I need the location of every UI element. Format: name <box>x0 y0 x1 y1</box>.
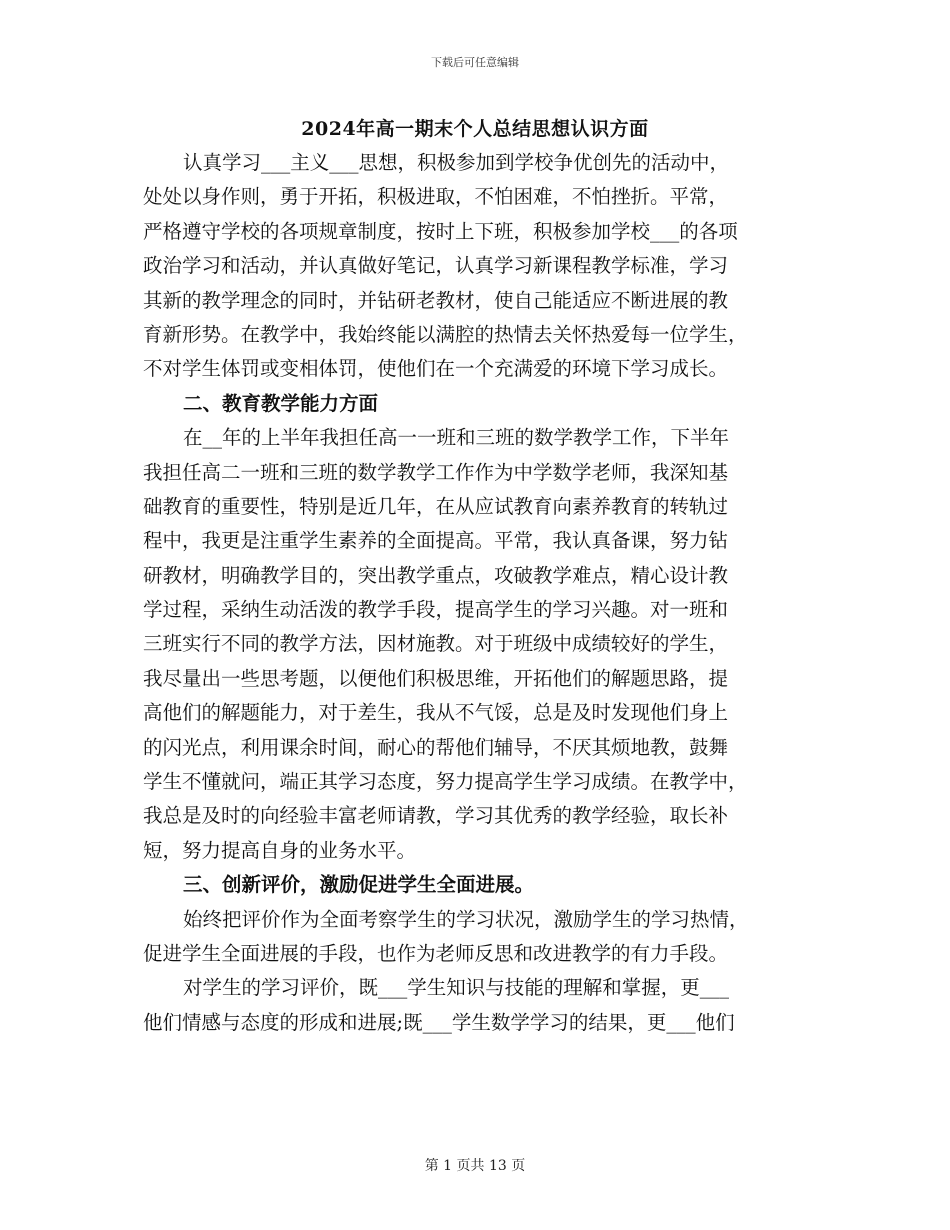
paragraph-line: 促进学生全面进展的手段，也作为老师反思和改进教学的有力手段。 <box>143 941 729 965</box>
paragraph-line: 处处以身作则，勇于开拓，积极进取，不怕困难，不怕挫折。平常， <box>143 185 729 209</box>
header-note: 下载后可任意编辑 <box>431 56 519 69</box>
paragraph-line: 短，努力提高自身的业务水平。 <box>143 838 417 862</box>
paragraph-line: 不对学生体罚或变相体罚，使他们在一个充满爱的环境下学习成长。 <box>143 357 729 381</box>
paragraph-line: 其新的教学理念的同时，并钻研老教材，使自己能适应不断进展的教 <box>143 288 729 312</box>
paragraph-line: 学过程，采纳生动活泼的教学手段，提高学生的学习兴趣。对一班和 <box>143 598 729 622</box>
paragraph-line: 育新形势。在教学中，我始终能以满腔的热情去关怀热爱每一位学生， <box>143 322 748 346</box>
page-footer: 第 1 页共 13 页 <box>424 1158 526 1174</box>
paragraph-line: 在__年的上半年我担任高一一班和三班的数学教学工作，下半年 <box>183 426 730 450</box>
paragraph-line: 他们情感与态度的形成和进展;既___学生数学学习的结果，更___他们 <box>143 1010 735 1034</box>
section-heading: 三、创新评价，激励促进学生全面进展。 <box>183 873 535 897</box>
paragraph-line: 学生不懂就问，端正其学习态度，努力提高学生学习成绩。在教学中， <box>143 770 748 794</box>
paragraph-line: 的闪光点，利用课余时间，耐心的帮他们辅导，不厌其烦地教，鼓舞 <box>143 735 729 759</box>
paragraph-line: 我尽量出一些思考题，以便他们积极思维，开拓他们的解题思路，提 <box>143 666 729 690</box>
paragraph-line: 我担任高二一班和三班的数学教学工作作为中学数学老师，我深知基 <box>143 460 729 484</box>
paragraph-line: 我总是及时的向经验丰富老师请教，学习其优秀的教学经验，取长补 <box>143 804 729 828</box>
paragraph-line: 政治学习和活动，并认真做好笔记，认真学习新课程教学标准，学习 <box>143 254 729 278</box>
paragraph-line: 始终把评价作为全面考察学生的学习状况，激励学生的学习热情， <box>183 907 749 931</box>
paragraph-line: 严格遵守学校的各项规章制度，按时上下班，积极参加学校___的各项 <box>143 219 738 243</box>
paragraph-line: 认真学习___主义___思想，积极参加到学校争优创先的活动中， <box>183 151 730 174</box>
paragraph-line: 础教育的重要性，特别是近几年，在从应试教育向素养教育的转轨过 <box>143 494 729 518</box>
paragraph-line: 程中，我更是注重学生素养的全面提高。平常，我认真备课，努力钻 <box>143 529 729 553</box>
document-title: 2024年高一期末个人总结思想认识方面 <box>301 118 649 140</box>
section-heading: 二、教育教学能力方面 <box>183 391 379 415</box>
paragraph-line: 对学生的学习评价，既___学生知识与技能的理解和掌握，更___ <box>183 976 730 1000</box>
document-body <box>143 146 813 1040</box>
paragraph-line: 三班实行不同的教学方法，因材施教。对于班级中成绩较好的学生， <box>143 632 729 656</box>
paragraph-line: 研教材，明确教学目的，突出教学重点，攻破教学难点，精心设计教 <box>143 563 729 587</box>
paragraph-line: 高他们的解题能力，对于差生，我从不气馁，总是及时发现他们身上 <box>143 701 729 725</box>
